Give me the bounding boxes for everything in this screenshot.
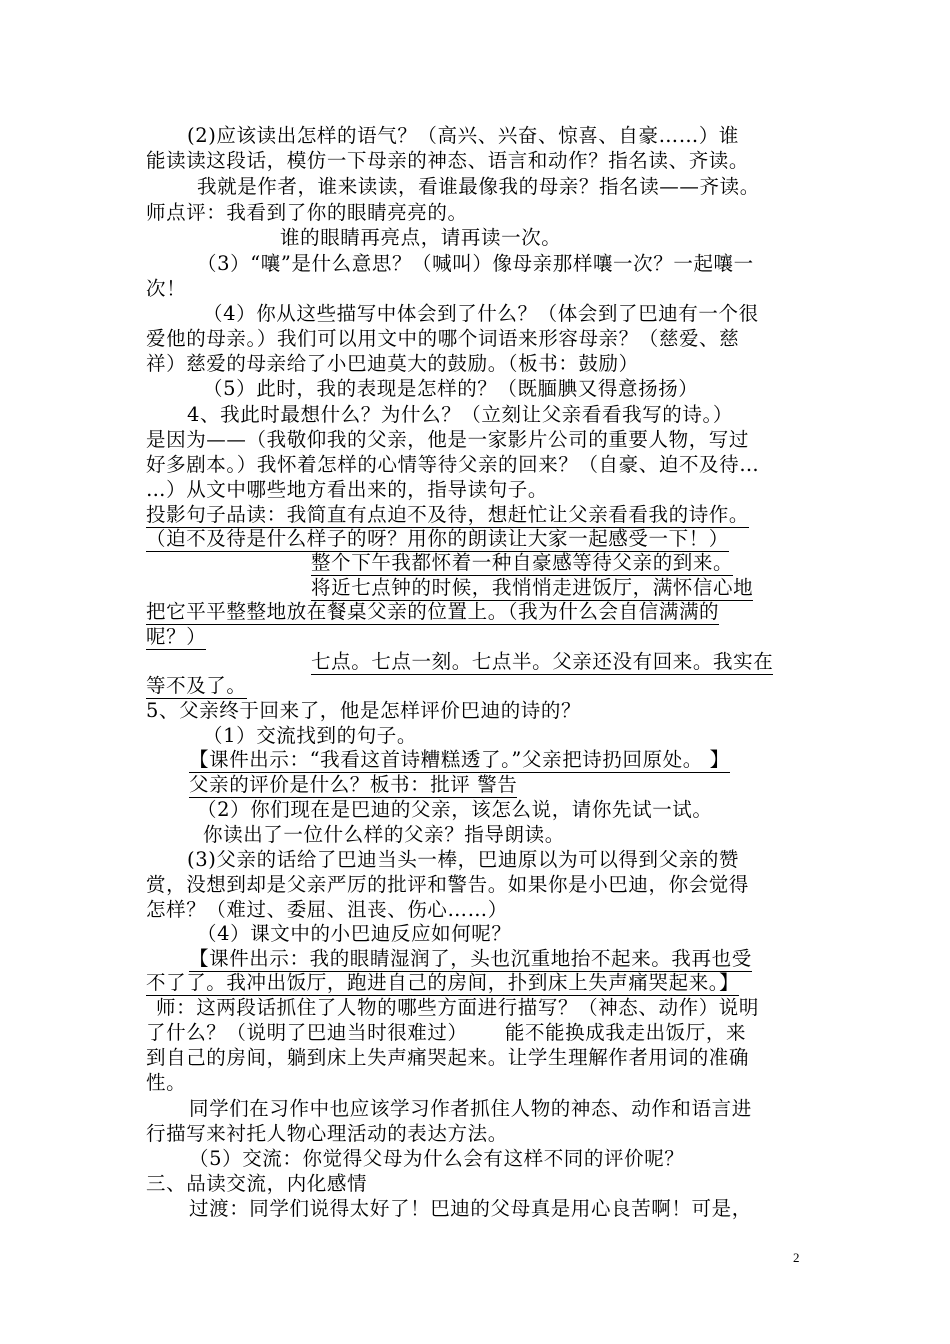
text-line-underlined — [146, 503, 809, 527]
text-line-underlined — [189, 947, 852, 971]
text-line: 5、父亲终于回来了，他是怎样评价巴迪的诗的？ — [146, 699, 582, 722]
underlined-text: 将近七点钟的时候，我悄悄走进饭厅，满怀信心地 — [311, 576, 754, 599]
text-line-underlined — [311, 576, 950, 600]
text-line: （5）交流：你觉得父母为什么会有这样不同的评价呢？ — [189, 1147, 685, 1170]
text-line: 师点评：我看到了你的眼睛亮亮的。 — [146, 201, 468, 224]
text-line: 到自己的房间，躺到床上失声痛哭起来。让学生理解作者用词的准确 — [146, 1046, 750, 1069]
underlined-text: （迫不及待是什么样子的呀？用你的朗读让大家一起感受一下！） — [146, 527, 729, 550]
text-line-underlined — [146, 674, 809, 698]
text-line: 你读出了一位什么样的父亲？指导朗读。 — [203, 823, 565, 846]
text-line: （5）此时，我的表现是怎样的？（既腼腆又得意扬扬） — [203, 377, 699, 400]
underlined-text: 投影句子品读：我简直有点迫不及待，想赶忙让父亲看看我的诗作。 — [146, 503, 750, 526]
underlined-text: 呢？） — [146, 625, 207, 648]
text-line: 赏，没想到却是父亲严厉的批评和警告。如果你是小巴迪，你会觉得 — [146, 873, 750, 896]
text-line: 行描写来衬托人物心理活动的表达方法。 — [146, 1122, 508, 1145]
text-line-underlined — [311, 551, 950, 575]
text-line-underlined — [311, 650, 950, 674]
text-line-underlined — [146, 971, 809, 995]
text-line-underlined — [146, 625, 809, 649]
text-line: 怎样？（难过、委屈、沮丧、伤心……） — [146, 898, 508, 921]
text-line: （1）交流找到的句子。 — [203, 724, 418, 747]
underlined-text: 父亲的评价是什么？板书：批评 警告 — [189, 773, 518, 796]
text-line-underlined — [189, 773, 852, 797]
underlined-text: 不了了。我冲出饭厅，跑进自己的房间，扑到床上失声痛哭起来。】 — [146, 971, 740, 994]
page-number: 2 — [793, 1250, 800, 1265]
underlined-text: 等不及了。 — [146, 674, 247, 697]
text-line: （2）你们现在是巴迪的父亲，该怎么说，请你先试一试。 — [197, 798, 713, 821]
underlined-text: 【课件出示：“我看这首诗糟糕透了。”父亲把诗扔回原处。 】 — [189, 748, 730, 771]
underlined-text: 整个下午我都怀着一种自豪感等待父亲的到来。 — [311, 551, 734, 574]
text-line: 爱他的母亲。）我们可以用文中的哪个词语来形容母亲？（慈爱、慈 — [146, 327, 740, 350]
text-line: 4、我此时最想什么？为什么？（立刻让父亲看看我写的诗。） — [187, 403, 733, 426]
text-line: (3)父亲的话给了巴迪当头一棒，巴迪原以为可以得到父亲的赞 — [187, 848, 740, 871]
section-heading: 三、品读交流，内化感情 — [146, 1172, 368, 1195]
text-line-underlined — [146, 600, 809, 624]
text-line: 是因为——（我敬仰我的父亲，他是一家影片公司的重要人物，写过 — [146, 428, 750, 451]
text-line-underlined — [189, 748, 852, 772]
text-line: 师：这两段话抓住了人物的哪些方面进行描写？（神态、动作）说明 — [156, 996, 760, 1019]
underlined-text: 七点。七点一刻。七点半。父亲还没有回来。我实在 — [311, 650, 774, 673]
text-line: 祥）慈爱的母亲给了小巴迪莫大的鼓励。（板书：鼓励） — [146, 352, 639, 375]
text-line: 性。 — [146, 1071, 187, 1094]
underlined-text: 把它平平整整地放在餐桌父亲的位置上。（我为什么会自信满满的 — [146, 600, 720, 623]
text-line: 我就是作者，谁来读读，看谁最像我的母亲？指名读——齐读。 — [197, 175, 760, 198]
text-line: 过渡：同学们说得太好了！巴迪的父母真是用心良苦啊！可是， — [189, 1197, 752, 1220]
text-line: （4）课文中的小巴迪反应如何呢？ — [197, 922, 512, 945]
text-line: …）从文中哪些地方看出来的，指导读句子。 — [146, 478, 549, 501]
text-line: 了什么？（说明了巴迪当时很难过） 能不能换成我走出饭厅，来 — [146, 1021, 747, 1044]
text-line: （4）你从这些描写中体会到了什么？（体会到了巴迪有一个很 — [203, 302, 759, 325]
text-line: 同学们在习作中也应该学习作者抓住人物的神态、动作和语言进 — [189, 1097, 752, 1120]
text-line: (2)应该读出怎样的语气？（高兴、兴奋、惊喜、自豪……）谁 — [187, 124, 740, 147]
underlined-text: 【课件出示：我的眼睛湿润了，头也沉重地抬不起来。我再也受 — [189, 947, 752, 970]
text-line: （3）“嚷”是什么意思？（喊叫）像母亲那样嚷一次？一起嚷一 — [197, 252, 754, 275]
text-line-underlined — [146, 527, 809, 551]
text-line: 次！ — [146, 277, 187, 300]
text-line: 能读读这段话，模仿一下母亲的神态、语言和动作？指名读、齐读。 — [146, 149, 750, 172]
text-line: 好多剧本。）我怀着怎样的心情等待父亲的回来？（自豪、迫不及待… — [146, 453, 760, 476]
text-line: 谁的眼睛再亮点，请再读一次。 — [280, 226, 562, 249]
